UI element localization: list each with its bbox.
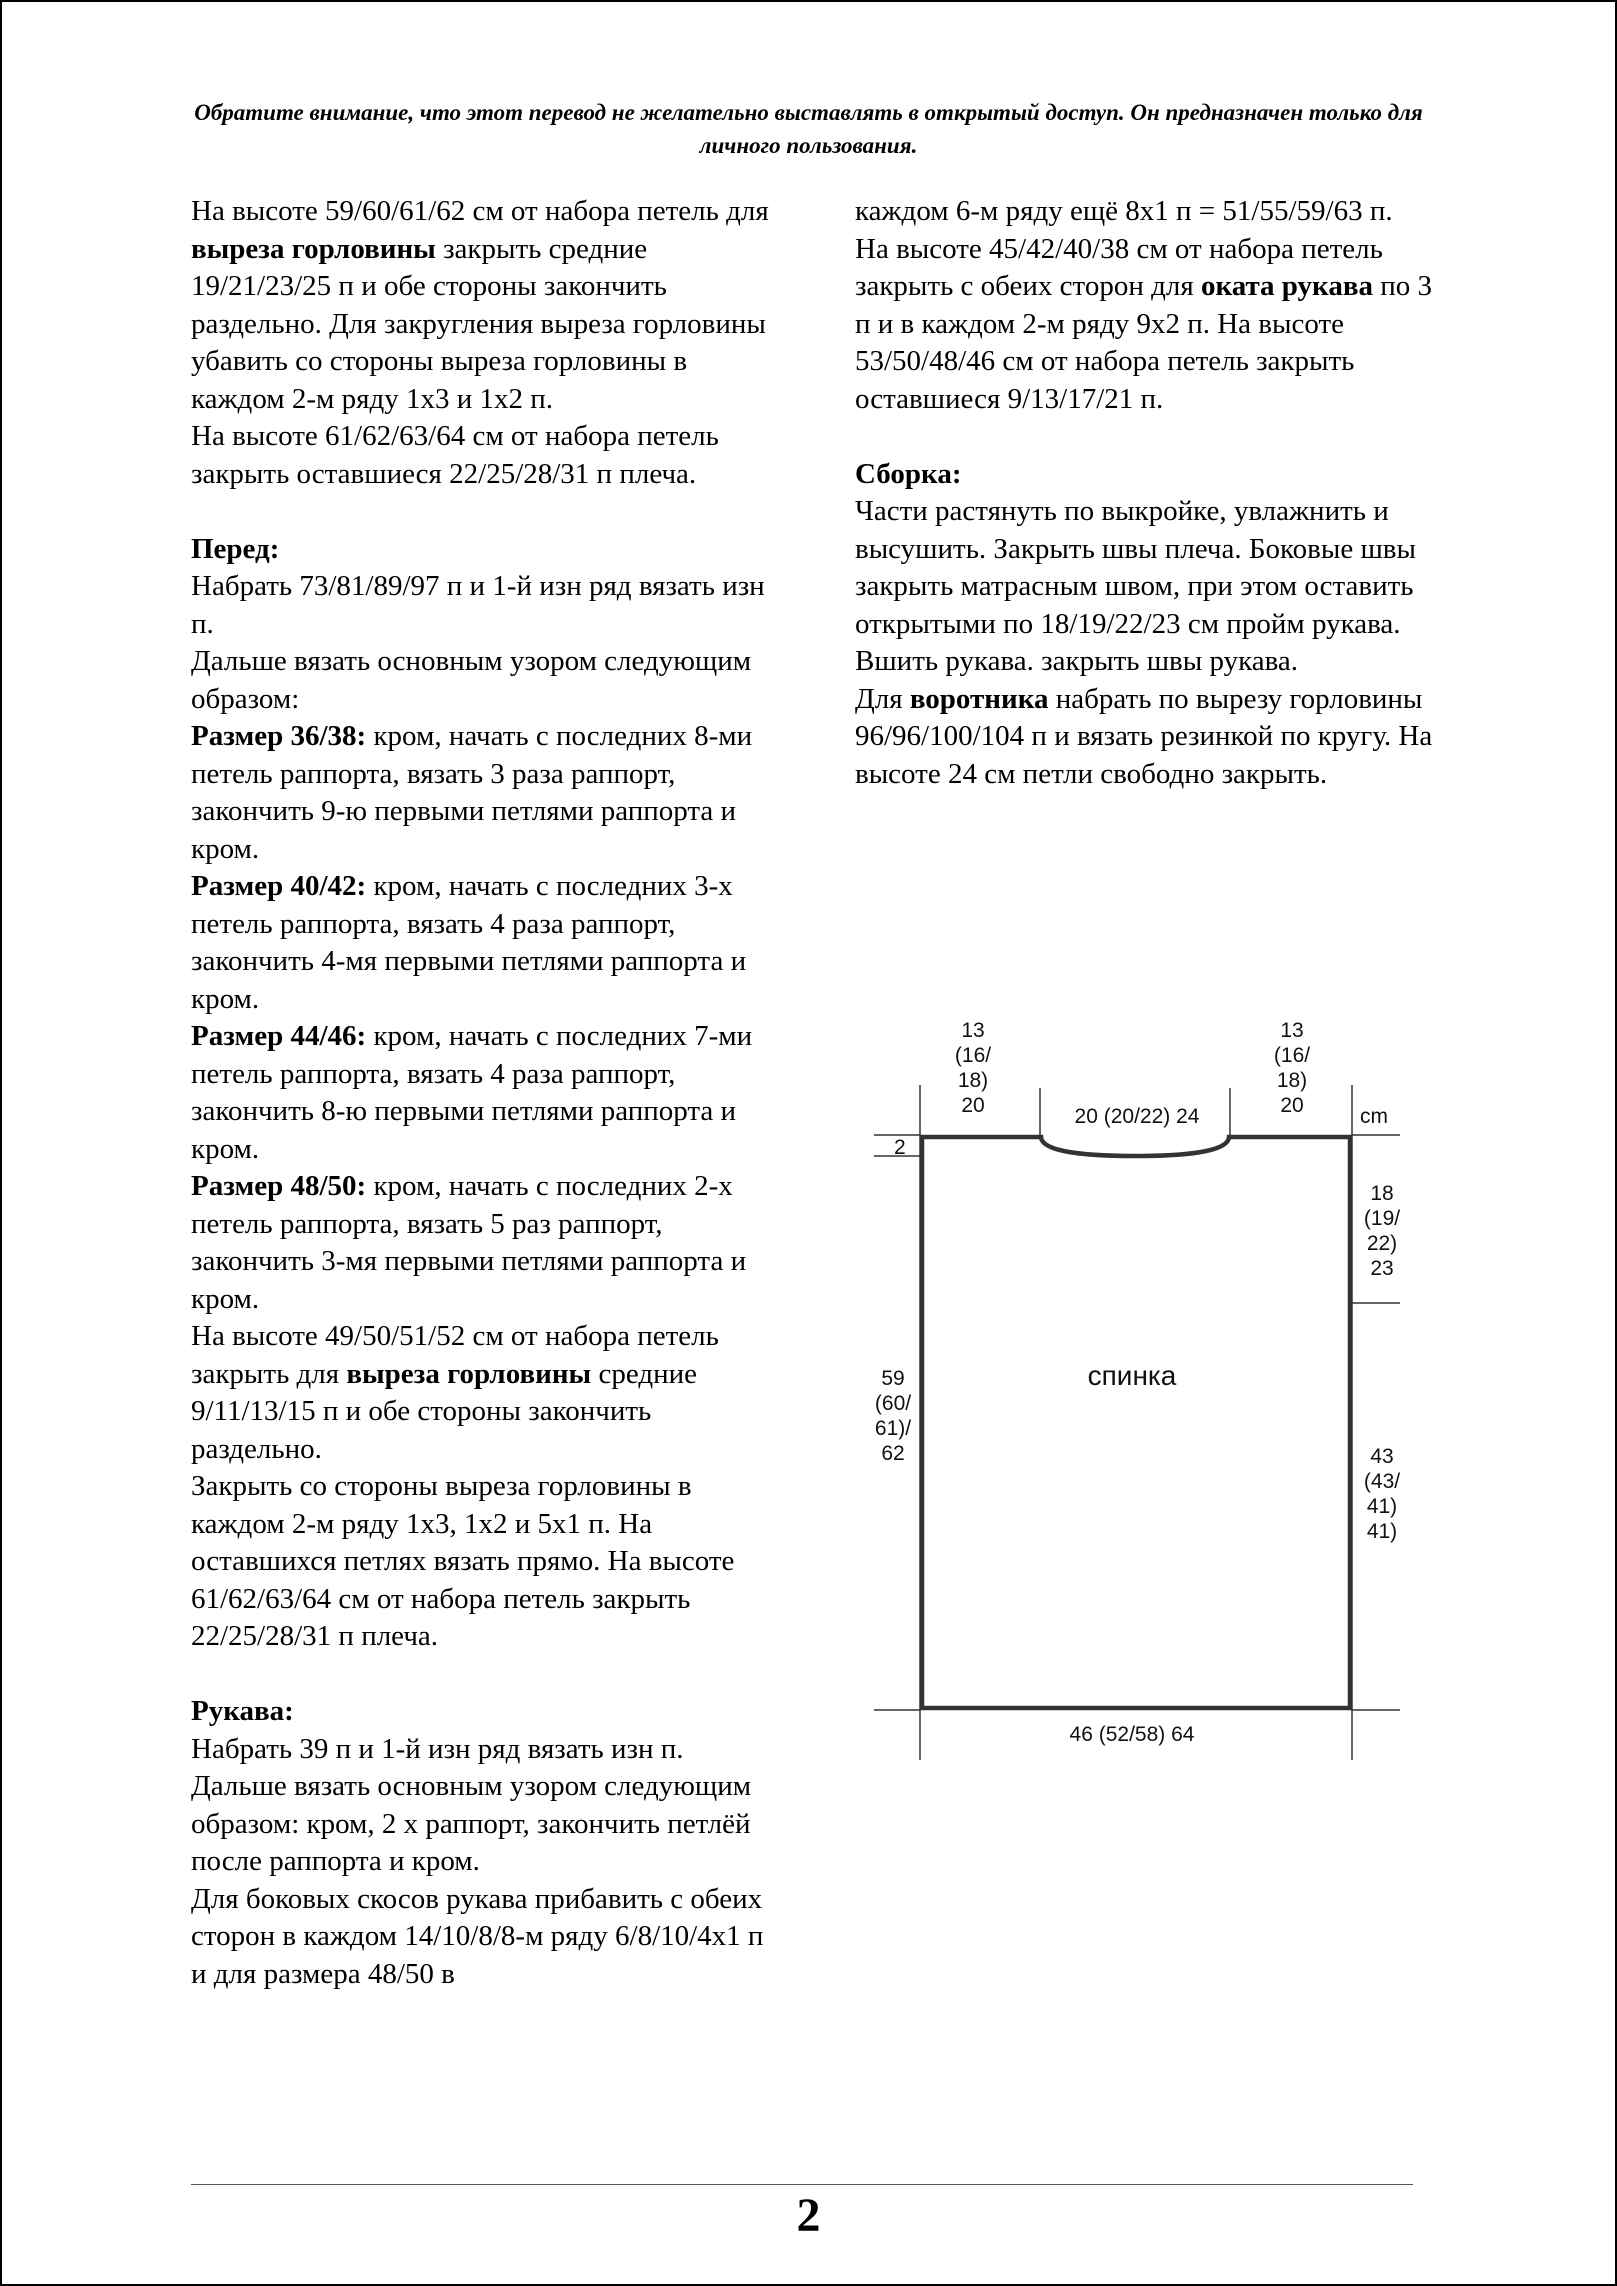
back-schematic xyxy=(860,1010,1420,1770)
neck-drop-label: 2 xyxy=(894,1136,906,1159)
side-length-label-line: 43 xyxy=(1370,1445,1394,1468)
sleeves-increase-paragraph: Для боковых скосов рукава прибавить с обеих сторон в каждом 14/10/8/8-м ряду 6/8/10/4х1 п и для размера 48/50 в xyxy=(191,1882,764,1990)
back-shoulder-paragraph: На высоте 61/62/63/64 см от набора петель закрыть оставшиеся 22/25/28/31 п плеча. xyxy=(191,420,719,490)
front-cast-on-paragraph: Набрать 73/81/89/97 п и 1-й изн ряд вязать изн п. xyxy=(191,570,765,640)
shoulder-right-label-line: 18) xyxy=(1276,1069,1308,1092)
shoulder-left-label-line: 13 xyxy=(961,1019,985,1042)
size-44-46-paragraph: Размер 44/46: кром, начать с последних 7-ми петель раппорта, вязать 4 раза раппорт, закончить 8-ю первыми петлями раппорта и кром. xyxy=(191,1020,753,1165)
front-heading: Перед: xyxy=(191,532,280,565)
shoulder-right-label-line: 13 xyxy=(1280,1019,1304,1042)
armhole-label-line: 22) xyxy=(1366,1232,1398,1255)
neckline-term: выреза горловины xyxy=(191,232,436,265)
shoulder-right-label xyxy=(1274,1019,1310,1117)
shoulder-left-label xyxy=(955,1019,991,1117)
armhole-label xyxy=(1364,1182,1400,1280)
neck-width-label: 20 (20/22) 24 xyxy=(1074,1105,1200,1128)
total-length-label-line: 59 xyxy=(881,1367,905,1390)
sleeve-cap-paragraph: На высоте 45/42/40/38 см от набора петель закрыть с обеих сторон для оката рукава по 3 п и в каждом 2-м ряду 9х2 п. На высоте 53/50/48/46 см от набора петель закрыть оставшиеся 9/13/17/21 п. xyxy=(855,232,1433,415)
shoulder-right-label-line: 20 xyxy=(1280,1094,1304,1117)
shoulder-left-label-line: 20 xyxy=(961,1094,985,1117)
side-length-label-line: 41) xyxy=(1366,1495,1398,1518)
total-length-label-line: 62 xyxy=(881,1442,905,1465)
shoulder-left-label-line: 18) xyxy=(957,1069,989,1092)
left-column xyxy=(191,193,776,1993)
total-length-label xyxy=(875,1367,911,1465)
size-36-38-paragraph: Размер 36/38: кром, начать с последних 8-ми петель раппорта, вязать 3 раза раппорт, закончить 9-ю первыми петлями раппорта и кром. xyxy=(191,720,753,865)
width-label: 46 (52/58) 64 xyxy=(1069,1723,1195,1746)
back-piece-outline xyxy=(922,1137,1350,1708)
armhole-label-line: 18 xyxy=(1370,1182,1394,1205)
assembly-paragraph: Части растянуть по выкройке, увлажнить и высушить. Закрыть швы плеча. Боковые швы закрыть матрасным швом, при этом оставить открытыми по 18/19/22/23 см пройм рукава. Вшить рукава. закрыть швы рукава. xyxy=(855,495,1416,677)
total-length-label-line: 61)/ xyxy=(874,1417,912,1440)
side-length-label-line: (43/ xyxy=(1363,1470,1401,1493)
size-48-50-paragraph: Размер 48/50: кром, начать с последних 2-х петель раппорта, вязать 5 раз раппорт, закончить 3-мя первыми петлями раппорта и кром. xyxy=(191,1170,747,1315)
front-shaping-paragraph: Закрыть со стороны выреза горловины в каждом 2-м ряду 1х3, 1х2 и 5х1 п. На оставшихся петлях вязать прямо. На высоте 61/62/63/64 см от набора петель закрыть 22/25/28/31 п плеча. xyxy=(191,1470,735,1652)
front-neck-paragraph: На высоте 49/50/51/52 см от набора петель закрыть для выреза горловины средние 9/11/13/15 п и обе стороны закончить раздельно. xyxy=(191,1320,719,1465)
armhole-label-line: (19/ xyxy=(1363,1207,1401,1230)
sleeves-continued-paragraph: каждом 6-м ряду ещё 8х1 п = 51/55/59/63 п. xyxy=(855,195,1393,227)
sleeves-cast-on-paragraph: Набрать 39 п и 1-й изн ряд вязать изн п. xyxy=(191,1732,684,1765)
shoulder-left-label-line: (16/ xyxy=(954,1044,992,1067)
assembly-heading: Сборка: xyxy=(855,457,962,490)
footer-rule xyxy=(191,2184,1413,2185)
armhole-label-line: 23 xyxy=(1370,1257,1394,1280)
back-neck-paragraph: На высоте 59/60/61/62 см от набора петель для выреза горловины закрыть средние 19/21/23/25 п и обе стороны закончить раздельно. Для закругления выреза горловины убавить со стороны выреза горловины в каждом 2-м ряду 1х3 и 1х2 п. xyxy=(191,195,769,415)
size-40-42-paragraph: Размер 40/42: кром, начать с последних 3-х петель раппорта, вязать 4 раза раппорт, закончить 4-мя первыми петлями раппорта и кром. xyxy=(191,870,747,1015)
total-length-label-line: (60/ xyxy=(874,1392,912,1415)
collar-paragraph: Для воротника набрать по вырезу горловины 96/96/100/104 п и вязать резинкой по кругу. На высоте 24 см петли свободно закрыть. xyxy=(855,682,1433,790)
side-length-label-line: 41) xyxy=(1366,1520,1398,1543)
right-column xyxy=(855,193,1435,793)
side-length-label xyxy=(1364,1445,1400,1543)
unit-label: cm xyxy=(1360,1105,1388,1128)
translation-notice: Обратите внимание, что этот перевод не желательно выставлять в открытый доступ. Он предназначен только для личного пользования. xyxy=(194,100,1423,158)
page-number: 2 xyxy=(796,2189,821,2242)
sleeves-heading: Рукава: xyxy=(191,1695,294,1727)
sleeves-pattern-paragraph: Дальше вязать основным узором следующим образом: кром, 2 х раппорт, закончить петлёй после раппорта и кром. xyxy=(191,1770,752,1877)
shoulder-right-label-line: (16/ xyxy=(1273,1044,1311,1067)
front-pattern-paragraph: Дальше вязать основным узором следующим образом: xyxy=(191,645,752,715)
piece-name-label: спинка xyxy=(1087,1360,1177,1391)
